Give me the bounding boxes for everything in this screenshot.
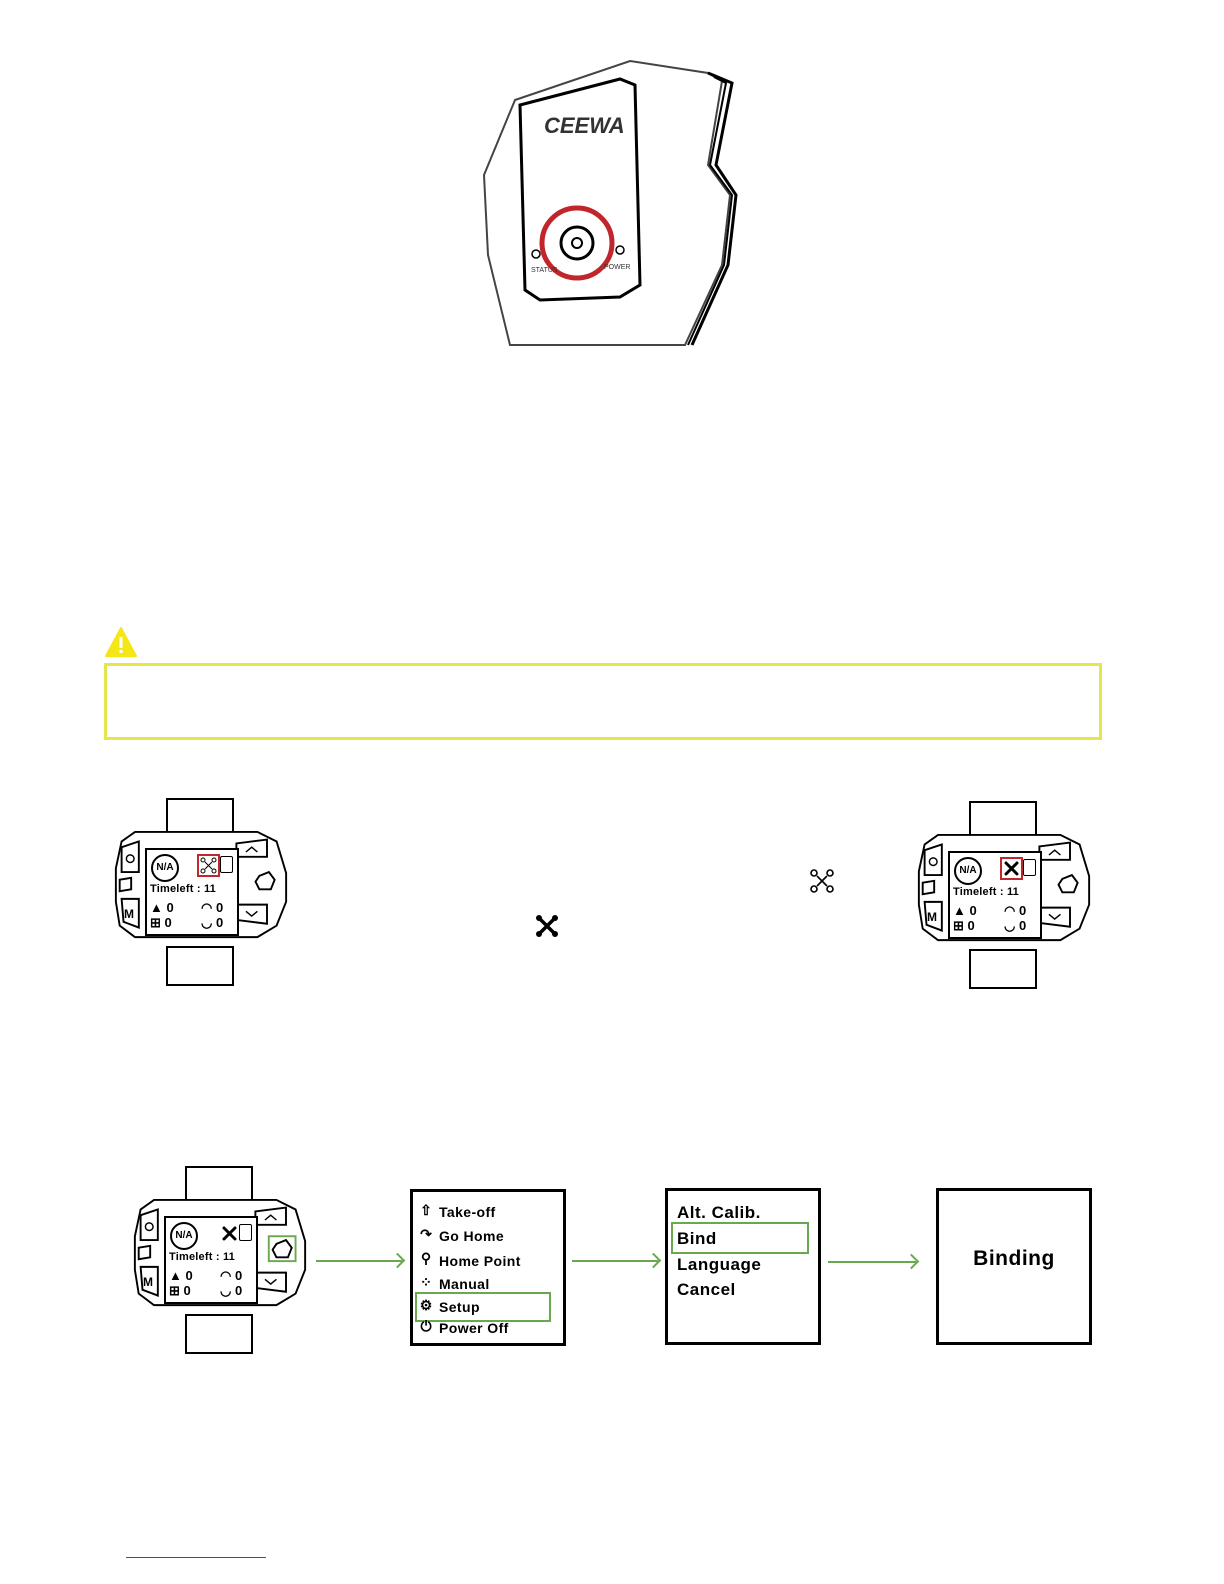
watch-battery-icon [1023,859,1036,876]
setup-submenu-screen [665,1188,821,1345]
vspeed-value: 0 [234,1283,243,1298]
warning-triangle-icon [104,626,138,658]
flow-arrow [828,1261,916,1263]
manual-icon: ⁘ [420,1274,432,1290]
menu-item-cancel[interactable]: Cancel [677,1280,736,1299]
menu-item-home-point[interactable]: Home Point [439,1253,521,1269]
gps-status: N/A [170,1222,198,1250]
drone-device-illustration [470,55,750,347]
menu-item-alt-calib[interactable]: Alt. Calib. [677,1203,761,1222]
distance-value: 0 [967,918,975,933]
distance-value: 0 [164,915,172,930]
takeoff-icon: ⇧ [420,1202,432,1218]
menu-highlight [415,1292,551,1322]
menu-item-power-off[interactable]: Power Off [439,1320,509,1336]
altitude-icon: ▲ [169,1268,182,1283]
footer-link[interactable] [126,1557,266,1558]
drone-bound-icon [220,1224,239,1243]
flow-arrow [316,1260,402,1262]
speed-value: 0 [1018,903,1027,918]
distance-icon: ⊞ [150,915,161,930]
distance-value: 0 [183,1283,191,1298]
flow-arrow [572,1260,658,1262]
power-icon: ⏻ [420,1318,432,1334]
binding-screen [936,1188,1092,1345]
menu-item-bind[interactable]: Bind [677,1229,717,1248]
altitude-icon: ▲ [150,900,163,915]
go-home-icon: ↷ [420,1226,432,1242]
watch-screen [145,848,239,936]
vspeed-value: 0 [215,915,224,930]
altitude-value: 0 [969,903,977,918]
altitude-icon: ▲ [953,903,966,918]
speed-icon: ◠ [201,900,213,915]
drone-bound-icon [535,914,559,938]
timeleft-text: Timeleft : 11 [150,883,216,895]
power-led-label: POWER [604,264,631,271]
mode-button: M [927,910,937,924]
watch-battery-icon [239,1224,252,1241]
gps-status: N/A [954,857,982,885]
timeleft-text: Timeleft : 11 [953,886,1019,898]
vspeed-icon: ◡ [1004,918,1016,933]
menu-item-manual[interactable]: Manual [439,1276,490,1292]
watch-bind-flow [130,1166,312,1356]
drone-disconnected-icon [197,854,220,877]
menu-item-setup[interactable]: Setup [439,1299,480,1315]
altitude-value: 0 [185,1268,193,1283]
speed-value: 0 [234,1268,243,1283]
vspeed-value: 0 [1018,918,1027,933]
watch-screen [948,851,1042,939]
distance-icon: ⊞ [169,1283,180,1298]
speed-icon: ◠ [220,1268,232,1283]
timeleft-text: Timeleft : 11 [169,1251,235,1263]
gear-icon: ⚙ [419,1297,433,1313]
menu-item-takeoff[interactable]: Take-off [439,1204,496,1220]
distance-icon: ⊞ [953,918,964,933]
binding-label: Binding [973,1247,1055,1270]
vspeed-icon: ◡ [201,915,213,930]
altitude-value: 0 [166,900,174,915]
mode-button: M [124,907,134,921]
caution-box [104,663,1102,740]
speed-value: 0 [215,900,224,915]
watch-before-bind [111,798,293,988]
status-led-label: STATUS [531,267,558,274]
vspeed-icon: ◡ [220,1283,232,1298]
menu-item-language[interactable]: Language [677,1255,762,1274]
watch-battery-icon [220,856,233,873]
menu-item-go-home[interactable]: Go Home [439,1228,505,1244]
watch-screen [164,1216,258,1304]
drone-connected-icon [809,868,835,894]
mode-button: M [143,1275,153,1289]
home-point-icon: ⚲ [420,1250,432,1266]
drone-bound-icon [1000,857,1023,880]
gps-status: N/A [151,854,179,882]
brand-logo: CEEWA [544,113,625,138]
main-menu-screen [410,1189,566,1346]
watch-after-bind [914,801,1096,991]
speed-icon: ◠ [1004,903,1016,918]
